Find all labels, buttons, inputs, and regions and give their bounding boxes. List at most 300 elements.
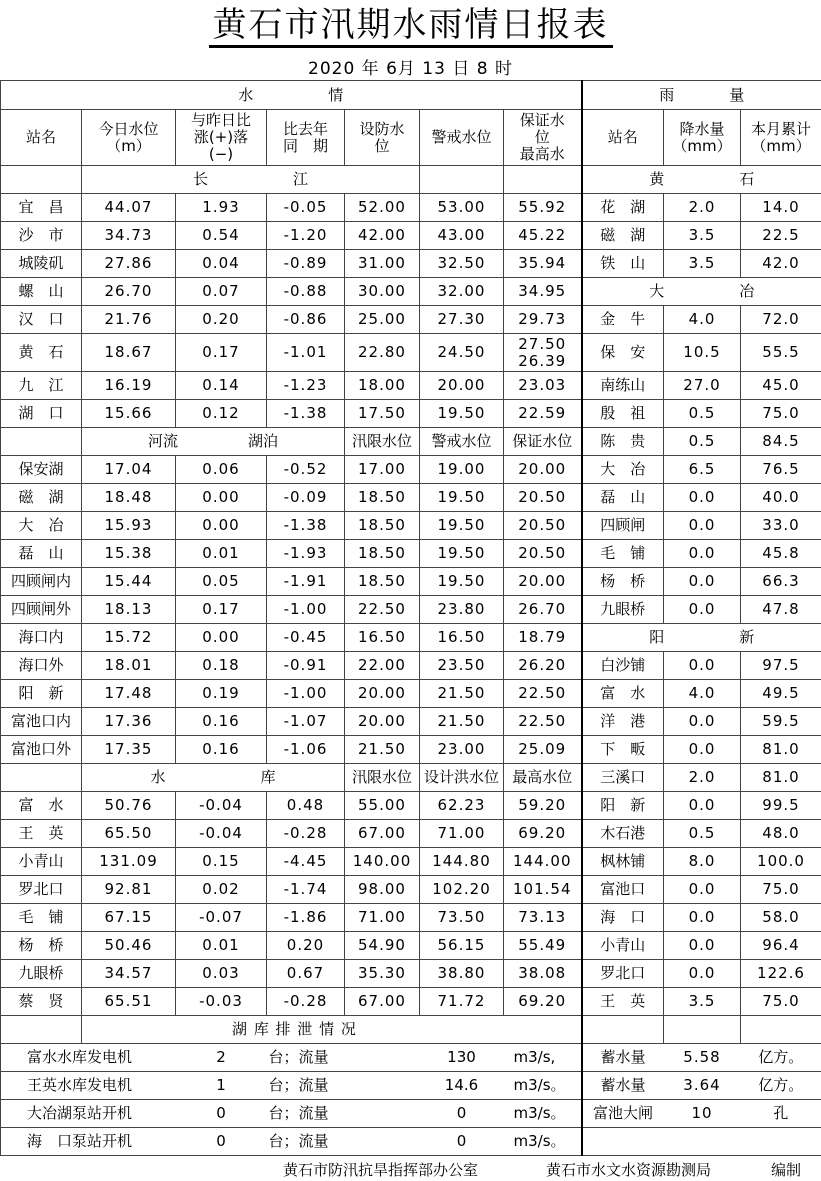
level-col6: 43.00: [420, 222, 504, 250]
monthly-total-value: 59.5: [741, 708, 821, 736]
change-value: 0.12: [176, 400, 267, 428]
rain-station-name: 四顾闸: [582, 512, 664, 540]
today-level: 50.46: [82, 932, 176, 960]
change-value: 0.06: [176, 456, 267, 484]
yoy-value: -1.38: [267, 512, 345, 540]
storage-label: [582, 1128, 664, 1156]
level-col6: 27.30: [420, 306, 504, 334]
level-col6: 21.50: [420, 680, 504, 708]
change-value: -0.04: [176, 792, 267, 820]
change-value: 0.17: [176, 334, 267, 372]
rain-station-name: 木石港: [582, 820, 664, 848]
table-row: [1, 932, 821, 960]
storage-label: 蓄水量: [582, 1044, 664, 1072]
change-value: 0.16: [176, 708, 267, 736]
rainfall-value: 0.0: [664, 568, 741, 596]
drainage-flow-unit: m3/s。: [504, 1100, 582, 1128]
rain-blank: [582, 1016, 664, 1044]
level-col6: 24.50: [420, 334, 504, 372]
level-col5: 67.00: [345, 820, 420, 848]
station-name: 保安湖: [1, 456, 82, 484]
level-col7: 144.00: [504, 848, 582, 876]
col-change: 与昨日比 涨(+)落 (−): [176, 110, 267, 166]
change-value: 0.00: [176, 624, 267, 652]
yoy-value: -0.52: [267, 456, 345, 484]
rainfall-value: 0.0: [664, 484, 741, 512]
table-row: [1, 876, 821, 904]
rain-station-name: 杨 桥: [582, 568, 664, 596]
table-row: [1, 306, 821, 334]
rain-blank: [741, 1016, 821, 1044]
level-col7: 29.73: [504, 306, 582, 334]
today-level: 92.81: [82, 876, 176, 904]
level-col6: 38.80: [420, 960, 504, 988]
station-name: 海口内: [1, 624, 82, 652]
section-blank: [504, 166, 582, 194]
section-blank: [1, 428, 82, 456]
level-col6: 53.00: [420, 194, 504, 222]
table-row: [1, 372, 821, 400]
level-col7: 25.09: [504, 736, 582, 764]
level-col5: 18.50: [345, 540, 420, 568]
drainage-count: 0: [176, 1100, 267, 1128]
change-value: 0.04: [176, 250, 267, 278]
level-col5: 54.90: [345, 932, 420, 960]
drainage-flow: 14.6: [420, 1072, 504, 1100]
rainfall-value: 0.0: [664, 932, 741, 960]
table-row: [1, 792, 821, 820]
change-value: 0.54: [176, 222, 267, 250]
yoy-value: -0.91: [267, 652, 345, 680]
section-title: 河流 湖泊: [82, 428, 345, 456]
section-col5: 汛限水位: [345, 764, 420, 792]
drainage-name: 海 口泵站开机: [1, 1128, 176, 1156]
table-row: [1, 568, 821, 596]
table-row: [1, 222, 821, 250]
rainfall-value: 27.0: [664, 372, 741, 400]
level-col5: 22.50: [345, 596, 420, 624]
col-guarantee-level: 保证水 位 最高水: [504, 110, 582, 166]
station-name: 磁 湖: [1, 484, 82, 512]
yoy-value: -1.06: [267, 736, 345, 764]
level-col5: 17.00: [345, 456, 420, 484]
drainage-count: 2: [176, 1044, 267, 1072]
table-row: [1, 708, 821, 736]
rain-station-name: 九眼桥: [582, 596, 664, 624]
section-col6: 设计洪水位: [420, 764, 504, 792]
change-value: -0.03: [176, 988, 267, 1016]
station-name: 城陵矶: [1, 250, 82, 278]
today-level: 65.50: [82, 820, 176, 848]
storage-value: 3.64: [664, 1072, 741, 1100]
section-row: [1, 166, 821, 194]
column-header-row: [1, 110, 821, 166]
station-name: 富 水: [1, 792, 82, 820]
rain-station-name: 磊 山: [582, 484, 664, 512]
rain-section-title: 大 冶: [582, 278, 821, 306]
drainage-name: 富水水库发电机: [1, 1044, 176, 1072]
footer-compiled: 编制: [771, 1161, 802, 1179]
rainfall-value: 4.0: [664, 306, 741, 334]
rain-station-name: 罗北口: [582, 960, 664, 988]
storage-value: 10: [664, 1100, 741, 1128]
drainage-row: [1, 1100, 821, 1128]
monthly-total-value: 55.5: [741, 334, 821, 372]
rain-section-title: 阳 新: [582, 624, 821, 652]
today-level: 17.04: [82, 456, 176, 484]
monthly-total-value: 81.0: [741, 736, 821, 764]
today-level: 44.07: [82, 194, 176, 222]
monthly-total-value: 22.5: [741, 222, 821, 250]
change-value: 0.03: [176, 960, 267, 988]
footer: [0, 1158, 821, 1181]
drainage-flow: 130: [420, 1044, 504, 1072]
change-value: 1.93: [176, 194, 267, 222]
today-level: 15.72: [82, 624, 176, 652]
level-col7: 73.13: [504, 904, 582, 932]
today-level: 17.48: [82, 680, 176, 708]
level-col5: 18.50: [345, 512, 420, 540]
rain-station-name: 富池口: [582, 876, 664, 904]
rain-station-name: 下 畈: [582, 736, 664, 764]
level-col6: 19.50: [420, 400, 504, 428]
change-value: 0.00: [176, 512, 267, 540]
drainage-count: 1: [176, 1072, 267, 1100]
section-blank: [1, 166, 82, 194]
level-col5: 71.00: [345, 904, 420, 932]
level-col5: 55.00: [345, 792, 420, 820]
station-name: 四顾闸内: [1, 568, 82, 596]
rain-station-name: 花 湖: [582, 194, 664, 222]
rainfall-value: 0.5: [664, 400, 741, 428]
table-row: [1, 736, 821, 764]
yoy-value: -4.45: [267, 848, 345, 876]
col-rain-station: 站名: [582, 110, 664, 166]
level-col5: 20.00: [345, 708, 420, 736]
level-col7: 20.50: [504, 540, 582, 568]
drainage-row: [1, 1128, 821, 1156]
drainage-flow-unit: m3/s。: [504, 1072, 582, 1100]
yoy-value: -1.20: [267, 222, 345, 250]
section-blank: [420, 166, 504, 194]
monthly-total-value: 48.0: [741, 820, 821, 848]
yoy-value: -0.86: [267, 306, 345, 334]
level-col7: 26.70: [504, 596, 582, 624]
rainfall-value: 0.0: [664, 708, 741, 736]
rain-section-title: 黄 石: [582, 166, 821, 194]
level-col5: 20.00: [345, 680, 420, 708]
level-col5: 67.00: [345, 988, 420, 1016]
level-col5: 21.50: [345, 736, 420, 764]
rainfall-value: 0.0: [664, 596, 741, 624]
change-value: -0.04: [176, 820, 267, 848]
rain-station-name: 王 英: [582, 988, 664, 1016]
level-col5: 18.50: [345, 484, 420, 512]
today-level: 15.93: [82, 512, 176, 540]
level-col5: 30.00: [345, 278, 420, 306]
level-col6: 62.23: [420, 792, 504, 820]
level-col7: 59.20: [504, 792, 582, 820]
rainfall-value: 0.0: [664, 904, 741, 932]
rain-station-name: 小青山: [582, 932, 664, 960]
level-col7: 27.50 26.39: [504, 334, 582, 372]
change-value: 0.16: [176, 736, 267, 764]
rain-station-name: 陈 贵: [582, 428, 664, 456]
table-row: [1, 848, 821, 876]
level-col7: 35.94: [504, 250, 582, 278]
table-row: [1, 334, 821, 372]
change-value: 0.17: [176, 596, 267, 624]
level-col6: 19.50: [420, 568, 504, 596]
level-col5: 22.80: [345, 334, 420, 372]
today-level: 15.38: [82, 540, 176, 568]
station-name: 磊 山: [1, 540, 82, 568]
yoy-value: 0.48: [267, 792, 345, 820]
rainfall-value: 0.0: [664, 652, 741, 680]
rain-station-name: 殷 祖: [582, 400, 664, 428]
rain-station-name: 阳 新: [582, 792, 664, 820]
rainfall-value: 0.0: [664, 876, 741, 904]
level-col6: 19.50: [420, 484, 504, 512]
station-name: 王 英: [1, 820, 82, 848]
today-level: 17.36: [82, 708, 176, 736]
level-col6: 32.50: [420, 250, 504, 278]
storage-unit: 亿方。: [741, 1072, 821, 1100]
today-level: 21.76: [82, 306, 176, 334]
rain-station-name: 枫林铺: [582, 848, 664, 876]
rainfall-value: 0.0: [664, 540, 741, 568]
level-col7: 38.08: [504, 960, 582, 988]
table-row: [1, 988, 821, 1016]
level-col5: 140.00: [345, 848, 420, 876]
storage-label: 蓄水量: [582, 1072, 664, 1100]
rain-station-name: 南练山: [582, 372, 664, 400]
drainage-flow-unit: m3/s,: [504, 1044, 582, 1072]
level-col7: 20.00: [504, 456, 582, 484]
report-date: 2020 年 6月 13 日 8 时: [308, 58, 513, 79]
level-col6: 144.80: [420, 848, 504, 876]
drainage-unit: 台；流量: [267, 1072, 420, 1100]
station-name: 蔡 贤: [1, 988, 82, 1016]
level-col6: 71.72: [420, 988, 504, 1016]
report-table: [0, 80, 821, 1156]
rainfall-value: 0.0: [664, 736, 741, 764]
table-row: [1, 652, 821, 680]
table-row: [1, 904, 821, 932]
level-col7: 34.95: [504, 278, 582, 306]
table-row: [1, 194, 821, 222]
drainage-unit: 台；流量: [267, 1128, 420, 1156]
change-value: 0.14: [176, 372, 267, 400]
monthly-total-value: 45.8: [741, 540, 821, 568]
monthly-total-value: 49.5: [741, 680, 821, 708]
rain-station-name: 洋 港: [582, 708, 664, 736]
col-last-year: 比去年 同 期: [267, 110, 345, 166]
level-col7: 55.92: [504, 194, 582, 222]
storage-label: 富池大闸: [582, 1100, 664, 1128]
today-level: 65.51: [82, 988, 176, 1016]
level-col6: 23.50: [420, 652, 504, 680]
rainfall-value: 3.5: [664, 222, 741, 250]
rainfall-value: 10.5: [664, 334, 741, 372]
change-value: -0.07: [176, 904, 267, 932]
level-col7: 20.50: [504, 512, 582, 540]
level-col7: 69.20: [504, 820, 582, 848]
col-monthly-total: 本月累计 （mm）: [741, 110, 821, 166]
rain-station-name: 铁 山: [582, 250, 664, 278]
level-col6: 71.00: [420, 820, 504, 848]
today-level: 50.76: [82, 792, 176, 820]
station-name: 螺 山: [1, 278, 82, 306]
storage-unit: 孔: [741, 1100, 821, 1128]
drainage-count: 0: [176, 1128, 267, 1156]
level-col5: 22.00: [345, 652, 420, 680]
yoy-value: -1.23: [267, 372, 345, 400]
monthly-total-value: 75.0: [741, 988, 821, 1016]
drainage-title: 湖 库 排 泄 情 况: [82, 1016, 582, 1044]
table-row: [1, 484, 821, 512]
monthly-total-value: 96.4: [741, 932, 821, 960]
rain-station-name: 富 水: [582, 680, 664, 708]
col-design-level: 设防水 位: [345, 110, 420, 166]
station-name: 湖 口: [1, 400, 82, 428]
table-row: [1, 680, 821, 708]
monthly-total-value: 76.5: [741, 456, 821, 484]
level-col5: 18.00: [345, 372, 420, 400]
yoy-value: -1.93: [267, 540, 345, 568]
section-col5: 汛限水位: [345, 428, 420, 456]
yoy-value: 0.20: [267, 932, 345, 960]
monthly-total-value: 40.0: [741, 484, 821, 512]
today-level: 67.15: [82, 904, 176, 932]
monthly-total-value: 100.0: [741, 848, 821, 876]
change-value: 0.20: [176, 306, 267, 334]
storage-value: [664, 1128, 741, 1156]
report-title: 黄石市汛期水雨情日报表: [209, 5, 613, 48]
drainage-unit: 台；流量: [267, 1100, 420, 1128]
table-row: [1, 624, 821, 652]
change-value: 0.15: [176, 848, 267, 876]
monthly-total-value: 47.8: [741, 596, 821, 624]
table-body: [1, 81, 821, 1156]
today-level: 34.57: [82, 960, 176, 988]
monthly-total-value: 33.0: [741, 512, 821, 540]
section-blank: [1, 1016, 82, 1044]
station-name: 富池口内: [1, 708, 82, 736]
level-col7: 22.50: [504, 680, 582, 708]
section-title: 长 江: [82, 166, 420, 194]
storage-unit: [741, 1128, 821, 1156]
station-name: 小青山: [1, 848, 82, 876]
yoy-value: -1.91: [267, 568, 345, 596]
level-col5: 35.30: [345, 960, 420, 988]
level-col6: 102.20: [420, 876, 504, 904]
level-col6: 19.00: [420, 456, 504, 484]
level-col7: 23.03: [504, 372, 582, 400]
station-name: 毛 铺: [1, 904, 82, 932]
today-level: 15.66: [82, 400, 176, 428]
level-col6: 19.50: [420, 540, 504, 568]
yoy-value: -1.74: [267, 876, 345, 904]
group-header-row: [1, 81, 821, 110]
section-col6: 警戒水位: [420, 428, 504, 456]
level-col7: 26.20: [504, 652, 582, 680]
col-today-level: 今日水位 （m）: [82, 110, 176, 166]
section-col7: 保证水位: [504, 428, 582, 456]
monthly-total-value: 42.0: [741, 250, 821, 278]
level-col6: 19.50: [420, 512, 504, 540]
level-col6: 23.00: [420, 736, 504, 764]
table-row: [1, 960, 821, 988]
level-col5: 16.50: [345, 624, 420, 652]
monthly-total-value: 99.5: [741, 792, 821, 820]
rainfall-value: 8.0: [664, 848, 741, 876]
yoy-value: -0.45: [267, 624, 345, 652]
level-col5: 18.50: [345, 568, 420, 596]
today-level: 15.44: [82, 568, 176, 596]
change-value: 0.01: [176, 932, 267, 960]
level-col7: 101.54: [504, 876, 582, 904]
station-name: 黄 石: [1, 334, 82, 372]
level-col5: 17.50: [345, 400, 420, 428]
today-level: 27.86: [82, 250, 176, 278]
rainfall-value: 0.5: [664, 820, 741, 848]
monthly-total-value: 66.3: [741, 568, 821, 596]
level-col6: 73.50: [420, 904, 504, 932]
rain-blank: [664, 1016, 741, 1044]
station-name: 富池口外: [1, 736, 82, 764]
rain-station-name: 海 口: [582, 904, 664, 932]
level-col6: 32.00: [420, 278, 504, 306]
rain-header: 雨 量: [582, 81, 821, 110]
level-col5: 52.00: [345, 194, 420, 222]
level-col7: 22.50: [504, 708, 582, 736]
today-level: 26.70: [82, 278, 176, 306]
yoy-value: 0.67: [267, 960, 345, 988]
rainfall-value: 3.5: [664, 250, 741, 278]
storage-unit: 亿方。: [741, 1044, 821, 1072]
col-rainfall: 降水量 （mm）: [664, 110, 741, 166]
water-header: 水 情: [1, 81, 582, 110]
section-row: [1, 428, 821, 456]
change-value: 0.05: [176, 568, 267, 596]
today-level: 18.01: [82, 652, 176, 680]
storage-value: 5.58: [664, 1044, 741, 1072]
col-station: 站名: [1, 110, 82, 166]
level-col5: 25.00: [345, 306, 420, 334]
yoy-value: -0.28: [267, 820, 345, 848]
monthly-total-value: 72.0: [741, 306, 821, 334]
section-row: [1, 764, 821, 792]
drainage-row: [1, 1072, 821, 1100]
monthly-total-value: 75.0: [741, 400, 821, 428]
station-name: 海口外: [1, 652, 82, 680]
change-value: 0.01: [176, 540, 267, 568]
monthly-total-value: 81.0: [741, 764, 821, 792]
yoy-value: -0.28: [267, 988, 345, 1016]
rainfall-value: 4.0: [664, 680, 741, 708]
change-value: 0.18: [176, 652, 267, 680]
rainfall-value: 3.5: [664, 988, 741, 1016]
level-col6: 16.50: [420, 624, 504, 652]
footer-bureau: 黄石市水文水资源勘测局: [546, 1161, 712, 1179]
table-row: [1, 456, 821, 484]
today-level: 18.13: [82, 596, 176, 624]
level-col6: 23.80: [420, 596, 504, 624]
rain-station-name: 大 冶: [582, 456, 664, 484]
table-row: [1, 820, 821, 848]
station-name: 汉 口: [1, 306, 82, 334]
